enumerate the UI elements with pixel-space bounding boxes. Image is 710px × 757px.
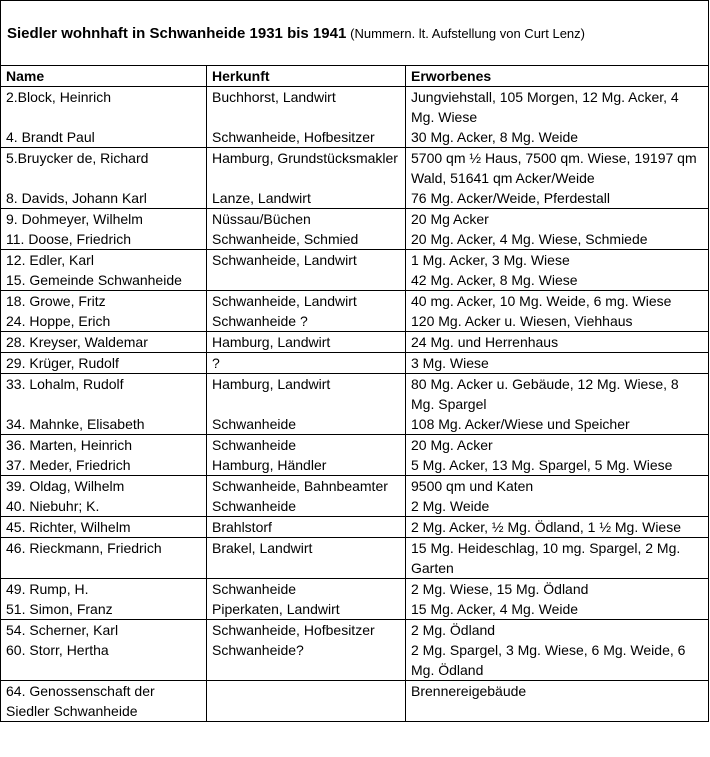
cell-erworbenes [406, 435, 709, 476]
cell-herkunft [207, 538, 406, 579]
cell-herkunft [207, 209, 406, 250]
entry-herkunft: Schwanheide [212, 581, 297, 597]
entry-erworbenes: 80 Mg. Acker u. Gebäude, 12 Mg. Wiese, 8 Mg. Spargel [411, 376, 679, 412]
entry-herkunft: Schwanheide, Hofbesitzer [212, 129, 375, 145]
cell-name [1, 148, 207, 209]
cell-erworbenes [406, 148, 709, 209]
entry-erworbenes: 42 Mg. Acker, 8 Mg. Wiese [411, 272, 578, 288]
cell-herkunft [207, 579, 406, 620]
entry-name: 45. Richter, Wilhelm [6, 519, 131, 535]
header-herkunft: Herkunft [207, 66, 406, 87]
entry-name: 54. Scherner, Karl [6, 622, 119, 638]
cell-erworbenes [406, 517, 709, 538]
entry-erworbenes: 15 Mg. Acker, 4 Mg. Weide [411, 601, 579, 617]
entry-herkunft: Schwanheide? [212, 642, 304, 658]
entry-herkunft: Nüssau/Büchen [212, 211, 311, 227]
entry-herkunft: ? [212, 355, 220, 371]
page-subtitle: (Nummern. lt. Aufstellung von Curt Lenz) [350, 25, 585, 41]
title-cell [1, 1, 709, 66]
entry-erworbenes: 30 Mg. Acker, 8 Mg. Weide [411, 129, 579, 145]
cell-herkunft [207, 353, 406, 374]
header-name: Name [1, 66, 207, 87]
table-row [1, 538, 709, 579]
cell-herkunft [207, 87, 406, 148]
table-body [1, 87, 709, 722]
table-row [1, 517, 709, 538]
entry-erworbenes: 20 Mg Acker [411, 211, 489, 227]
entry-name: 39. Oldag, Wilhelm [6, 478, 125, 494]
entry-name: 46. Rieckmann, Friedrich [6, 540, 162, 556]
entry-herkunft [212, 681, 401, 721]
entry-erworbenes: 24 Mg. und Herrenhaus [411, 334, 559, 350]
entry-name: 29. Krüger, Rudolf [6, 355, 119, 371]
table-row [1, 148, 709, 209]
table-row [1, 681, 709, 722]
entry-herkunft [212, 270, 401, 290]
entry-name: 11. Doose, Friedrich [6, 231, 132, 247]
cell-name [1, 517, 207, 538]
entry-erworbenes: 2 Mg. Spargel, 3 Mg. Wiese, 6 Mg. Weide, 6 Mg. Ödland [411, 642, 686, 678]
entry-herkunft: Schwanheide, Schmied [212, 231, 359, 247]
entry-name: 40. Niebuhr; K. [6, 498, 100, 514]
table-row [1, 209, 709, 250]
cell-name [1, 681, 207, 722]
entry-herkunft: Hamburg, Händler [212, 457, 327, 473]
cell-herkunft [207, 374, 406, 435]
entry-herkunft: Hamburg, Landwirt [212, 334, 331, 350]
table-row [1, 435, 709, 476]
entry-erworbenes: 2 Mg. Weide [411, 498, 490, 514]
cell-herkunft [207, 476, 406, 517]
table-row [1, 87, 709, 148]
entry-herkunft: Buchhorst, Landwirt [212, 89, 336, 105]
table-row [1, 620, 709, 681]
entry-herkunft: Brakel, Landwirt [212, 540, 313, 556]
cell-erworbenes [406, 291, 709, 332]
cell-name [1, 374, 207, 435]
cell-name [1, 209, 207, 250]
entry-name: 8. Davids, Johann Karl [6, 190, 147, 206]
entry-erworbenes: 2 Mg. Acker, ½ Mg. Ödland, 1 ½ Mg. Wiese [411, 519, 682, 535]
header-erworbenes: Erworbenes [406, 66, 709, 87]
entry-name: 18. Growe, Fritz [6, 293, 106, 309]
cell-erworbenes [406, 87, 709, 148]
title-row [1, 1, 709, 66]
table-row [1, 579, 709, 620]
entry-erworbenes: 15 Mg. Heideschlag, 10 mg. Spargel, 2 Mg. Garten [411, 540, 681, 576]
entry-herkunft: Lanze, Landwirt [212, 190, 311, 206]
entry-name: 49. Rump, H. [6, 581, 89, 597]
entry-erworbenes: 2 Mg. Ödland [411, 622, 496, 638]
entry-name: 60. Storr, Hertha [6, 642, 109, 658]
entry-herkunft: Piperkaten, Landwirt [212, 601, 340, 617]
entry-erworbenes: 20 Mg. Acker, 4 Mg. Wiese, Schmiede [411, 231, 648, 247]
cell-erworbenes [406, 579, 709, 620]
cell-herkunft [207, 435, 406, 476]
entry-name: 37. Meder, Friedrich [6, 457, 131, 473]
entry-erworbenes: 5 Mg. Acker, 13 Mg. Spargel, 5 Mg. Wiese [411, 457, 673, 473]
entry-herkunft: Schwanheide, Hofbesitzer [212, 622, 375, 638]
cell-herkunft [207, 517, 406, 538]
entry-name: 15. Gemeinde Schwanheide [6, 272, 182, 288]
cell-name [1, 250, 207, 291]
entry-erworbenes: 9500 qm und Katen [411, 478, 534, 494]
cell-erworbenes [406, 374, 709, 435]
entry-name: 64. Genossenschaft der Siedler Schwanheide [6, 683, 155, 719]
cell-name [1, 291, 207, 332]
entry-herkunft: Schwanheide, Landwirt [212, 293, 357, 309]
entry-herkunft: Hamburg, Landwirt [212, 376, 331, 392]
cell-herkunft [207, 148, 406, 209]
entry-herkunft: Schwanheide [212, 416, 297, 432]
entry-erworbenes: 1 Mg. Acker, 3 Mg. Wiese [411, 252, 570, 268]
entry-erworbenes: 40 mg. Acker, 10 Mg. Weide, 6 mg. Wiese [411, 293, 672, 309]
entry-name: 28. Kreyser, Waldemar [6, 334, 148, 350]
entry-name: 34. Mahnke, Elisabeth [6, 416, 145, 432]
cell-erworbenes [406, 476, 709, 517]
entry-name: 5.Bruycker de, Richard [6, 150, 149, 166]
cell-erworbenes [406, 620, 709, 681]
entry-herkunft: Schwanheide, Landwirt [212, 252, 357, 268]
entry-erworbenes: Brennereigebäude [411, 683, 527, 699]
cell-erworbenes [406, 538, 709, 579]
cell-name [1, 435, 207, 476]
cell-name [1, 332, 207, 353]
entry-erworbenes: 3 Mg. Wiese [411, 355, 489, 371]
entry-name: 9. Dohmeyer, Wilhelm [6, 211, 143, 227]
cell-name [1, 538, 207, 579]
cell-erworbenes [406, 250, 709, 291]
cell-herkunft [207, 620, 406, 681]
entry-erworbenes: 2 Mg. Wiese, 15 Mg. Ödland [411, 581, 589, 597]
cell-herkunft [207, 681, 406, 722]
entry-name: 51. Simon, Franz [6, 601, 113, 617]
entry-herkunft: Schwanheide [212, 437, 297, 453]
table-row [1, 476, 709, 517]
cell-erworbenes [406, 681, 709, 722]
entry-erworbenes: 108 Mg. Acker/Wiese und Speicher [411, 416, 630, 432]
cell-erworbenes [406, 353, 709, 374]
entry-name: 33. Lohalm, Rudolf [6, 376, 124, 392]
entry-herkunft: Brahlstorf [212, 519, 272, 535]
table-row [1, 353, 709, 374]
entry-name: 36. Marten, Heinrich [6, 437, 133, 453]
page-title: Siedler wohnhaft in Schwanheide 1931 bis 1941 [7, 24, 347, 42]
cell-name [1, 353, 207, 374]
cell-name [1, 476, 207, 517]
entry-herkunft: Schwanheide, Bahnbeamter [212, 478, 388, 494]
entry-name: 12. Edler, Karl [6, 252, 94, 268]
entry-erworbenes: 120 Mg. Acker u. Wiesen, Viehhaus [411, 313, 633, 329]
entry-name: 24. Hoppe, Erich [6, 313, 111, 329]
header-row [1, 66, 709, 87]
cell-name [1, 579, 207, 620]
cell-erworbenes [406, 209, 709, 250]
entry-erworbenes: 20 Mg. Acker [411, 437, 493, 453]
table-row [1, 291, 709, 332]
table-row [1, 332, 709, 353]
cell-herkunft [207, 291, 406, 332]
entry-herkunft: Schwanheide [212, 498, 297, 514]
cell-herkunft [207, 332, 406, 353]
cell-herkunft [207, 250, 406, 291]
cell-name [1, 620, 207, 681]
table-row [1, 250, 709, 291]
entry-herkunft: Schwanheide ? [212, 313, 308, 329]
entry-erworbenes: 5700 qm ½ Haus, 7500 qm. Wiese, 19197 qm Wald, 51641 qm Acker/Weide [411, 150, 697, 186]
entry-name: 4. Brandt Paul [6, 129, 95, 145]
entry-name: 2.Block, Heinrich [6, 89, 112, 105]
entry-herkunft: Hamburg, Grundstücksmakler [212, 150, 398, 166]
cell-erworbenes [406, 332, 709, 353]
entry-erworbenes: 76 Mg. Acker/Weide, Pferdestall [411, 190, 610, 206]
entry-erworbenes: Jungviehstall, 105 Morgen, 12 Mg. Acker, 4 Mg. Wiese [411, 89, 679, 125]
cell-name [1, 87, 207, 148]
table-row [1, 374, 709, 435]
